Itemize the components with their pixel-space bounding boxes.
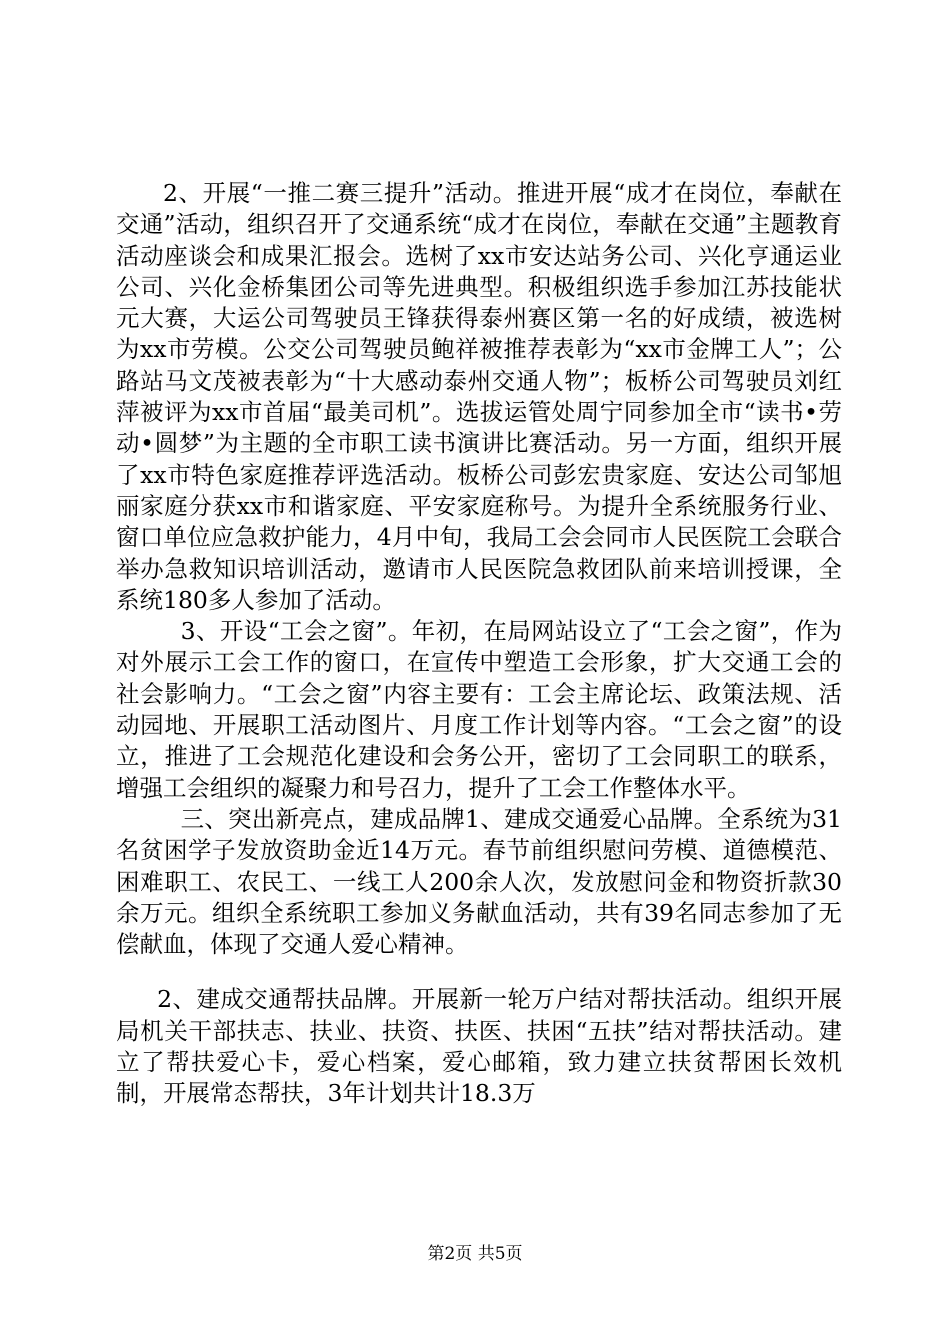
document-body: [116, 178, 842, 1110]
paragraph-brand-support: 2、建成交通帮扶品牌。开展新一轮万户结对帮扶活动。组织开展局机关干部扶志、扶业、扶资、扶医、扶困“五扶”结对帮扶活动。建立了帮扶爱心卡，爱心档案，爱心邮箱，致力建立扶贫帮困长效机制，开展常态帮扶，3年计划共计18.3万: [116, 985, 842, 1108]
paragraph-union-window: 3、开设“工会之窗”。年初，在局网站设立了“工会之窗”，作为对外展示工会工作的窗口，在宣传中塑造工会形象，扩大交通工会的社会影响力。“工会之窗”内容主要有：工会主席论坛、政策法规、活动园地、开展职工活动图片、月度工作计划等内容。“工会之窗”的设立，推进了工会规范化建设和会务公开，密切了工会同职工的联系，增强工会组织的凝聚力和号召力，提升了工会工作整体水平。: [116, 617, 842, 802]
paragraph-activity-campaign: 2、开展“一推二赛三提升”活动。推进开展“成才在岗位，奉献在交通”活动，组织召开了交通系统“成才在岗位，奉献在交通”主题教育活动座谈会和成果汇报会。选树了xx市安达站务公司、兴化亨通运业公司、兴化金桥集团公司等先进典型。积极组织选手参加江苏技能状元大赛，大运公司驾驶员王锋获得泰州赛区第一名的好成绩，被选树为xx市劳模。公交公司驾驶员鲍祥被推荐表彰为“xx市金牌工人”；公路站马文茂被表彰为“十大感动泰州交通人物”；板桥公司驾驶员刘红萍被评为xx市首届“最美司机”。选拔运管处周宁同参加全市“读书•劳动•圆梦”为主题的全市职工读书演讲比赛活动。另一方面，组织开展了xx市特色家庭推荐评选活动。板桥公司彭宏贵家庭、安达公司邹旭丽家庭分获xx市和谐家庭、平安家庭称号。为提升全系统服务行业、窗口单位应急救护能力，4月中旬，我局工会会同市人民医院工会联合举办急救知识培训活动，邀请市人民医院急救团队前来培训授课，全系统180多人参加了活动。: [116, 179, 842, 614]
page-number-footer: 第2页 共5页: [427, 1244, 523, 1264]
paragraph-brand-love: 三、突出新亮点，建成品牌1、建成交通爱心品牌。全系统为31名贫困学子发放资助金近14万元。春节前组织慰问劳模、道德模范、困难职工、农民工、一线工人200余人次，发放慰问金和物资折款30余万元。组织全系统职工参加义务献血活动，共有39名同志参加了无偿献血，体现了交通人爱心精神。: [116, 804, 842, 959]
paragraph-spacer: [116, 960, 842, 984]
